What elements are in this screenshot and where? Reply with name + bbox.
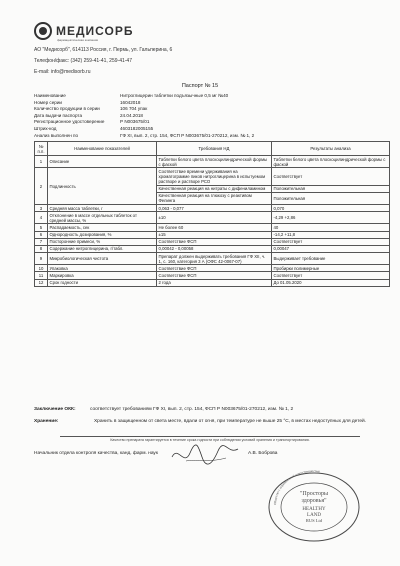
row-requirement: 2 года — [157, 279, 272, 286]
row-result: Положительная — [272, 185, 390, 192]
storage-text: Хранить в защищенном от света месте, вдали от огня, при температуре не выше 25 °С, в местах недоступных для детей. — [93, 419, 367, 424]
table-row — [35, 204, 390, 211]
row-indicator: Срок годности — [48, 279, 157, 286]
logo-subtitle: фармацевтическая компания — [57, 38, 99, 42]
qc-conclusion — [34, 407, 293, 412]
row-requirement: Не более 60 — [157, 224, 272, 231]
info-label: Регистрационное удостоверение — [34, 119, 105, 125]
table-row — [35, 253, 390, 265]
row-indicator: Посторонние примеси, % — [48, 238, 157, 245]
row-requirement: Качественная реакция на нитраты с дифениламином — [157, 185, 272, 192]
row-result: До 01.05.2020 — [272, 279, 390, 286]
table-row — [35, 265, 390, 272]
stamp-line-1: "Просторы — [299, 491, 329, 497]
row-requirement: Таблетки белого цвета плоскоцилиндрической формы с фаской — [157, 156, 272, 168]
info-value: ГФ XI, вып. 2, стр. 154, ФСП Р N003675/01-270212, изм. № 1, 2 — [120, 132, 255, 138]
signatory-role: Начальник отдела контроля качества, канд. фарм. наук — [34, 451, 158, 456]
handwritten-signature — [168, 441, 242, 471]
table-row — [35, 156, 390, 168]
stamp-ring-text: Общество с ограниченной ответственностью — [272, 468, 321, 506]
table-row — [35, 231, 390, 238]
row-result: 40 — [272, 224, 390, 231]
row-number: 9 — [35, 253, 48, 265]
stamp-line-2: здоровья" — [301, 498, 327, 504]
analysis-table — [34, 141, 390, 287]
table-row — [35, 279, 390, 286]
row-number: 12 — [35, 279, 48, 286]
row-number: 8 — [35, 245, 48, 252]
info-label: Анализ выполнен по — [34, 132, 79, 138]
stamp-line-5: RUS Ltd — [305, 518, 323, 523]
info-label: Номер серии — [34, 99, 62, 105]
row-number: 6 — [35, 231, 48, 238]
company-email: E-mail: info@medisorb.ru — [34, 69, 91, 75]
row-result: Пробирки полимерные — [272, 265, 390, 272]
row-requirement: Соответствие ФСП — [157, 238, 272, 245]
info-row — [34, 106, 380, 113]
row-result: Выдерживает требование — [272, 253, 390, 265]
row-requirement: Качественная реакция на глюкозу с реактивом Фелинга — [157, 192, 272, 204]
stamp-line-4: LAND — [307, 513, 321, 518]
row-indicator: Отклонение в массе отдельных таблеток от средней массы, % — [48, 212, 157, 224]
info-row — [34, 126, 380, 133]
row-indicator: Описание — [48, 156, 157, 168]
row-indicator: Микробиологическая чистота — [48, 253, 157, 265]
row-requirement: Соответствие ФСП — [157, 272, 272, 279]
info-value: Нитроглицерин таблетки подъязычные 0,5 мг №40 — [120, 93, 229, 98]
stamp-line-3: HEALTHY — [302, 507, 326, 512]
info-row — [34, 113, 380, 120]
row-requirement: 0,063 - 0,077 — [157, 204, 272, 211]
row-requirement: ±15 — [157, 231, 272, 238]
info-row — [34, 133, 380, 140]
company-phone: Телефон/факс: (342) 259-41-41, 259-41-47 — [34, 58, 132, 64]
row-number: 5 — [35, 224, 48, 231]
info-value: 106 704 упак — [120, 106, 148, 112]
company-stamp — [262, 465, 366, 543]
row-indicator: Маркировка — [48, 272, 157, 279]
row-indicator: Распадаемость, сек — [48, 224, 157, 231]
info-value: 24.04.2018 — [120, 112, 143, 118]
table-row — [35, 168, 390, 185]
row-result: 0,00047 — [272, 245, 390, 252]
row-result: Соответствует — [272, 168, 390, 185]
info-label: Наименование — [34, 93, 66, 98]
conclusion-text: соответствует требованиям ГФ XI, вып. 2, стр. 154, ФСП Р N003675/01-270212, изм. № 1, 2 — [90, 407, 294, 412]
row-result: Таблетки белого цвета плоскоцилиндрической формы с фаской — [272, 156, 390, 168]
info-row — [34, 93, 380, 100]
row-result: Положительная — [272, 192, 390, 204]
row-result: 0,070 — [272, 204, 390, 211]
table-row — [35, 245, 390, 252]
column-header-requirements: Требования НД — [157, 142, 272, 156]
row-number: 7 — [35, 238, 48, 245]
row-requirement: ±10 — [157, 212, 272, 224]
row-number: 4 — [35, 212, 48, 224]
info-row — [34, 100, 380, 107]
row-result: Соответствует — [272, 238, 390, 245]
logo-text: МЕДИСОРБ — [56, 24, 134, 38]
row-number: 2 — [35, 168, 48, 205]
info-value: Р N003675/01 — [120, 119, 150, 125]
row-result: -14,2 +11,8 — [272, 231, 390, 238]
row-number: 1 — [35, 156, 48, 168]
row-indicator: Упаковка — [48, 265, 157, 272]
table-header-row — [35, 142, 390, 156]
table-row — [35, 212, 390, 224]
row-result: -4,29 +2,86 — [272, 212, 390, 224]
logo-icon — [34, 22, 52, 40]
company-address: АО "Медисорб", 614113 Россия, г. Пермь, ул. Гальперина, 6 — [34, 47, 173, 53]
row-indicator: Содержание нитроглицерина, г/табл. — [48, 245, 157, 252]
row-result: Соответствует — [272, 272, 390, 279]
table-row — [35, 224, 390, 231]
table-row — [35, 238, 390, 245]
row-indicator: Однородность дозирования, % — [48, 231, 157, 238]
row-number: 11 — [35, 272, 48, 279]
table-row — [35, 272, 390, 279]
row-requirement: Соответствие ФСП — [157, 265, 272, 272]
quality-guarantee-note: Качество препарата гарантируется в течение срока годности при соблюдении условий хранения и транспортирования. — [60, 436, 360, 442]
row-requirement: Соответствие времени удерживания на хроматограмме пиков нитроглицерина в испытуемом растворе и растворе РСО — [157, 168, 272, 185]
row-indicator: Средняя масса таблетки, г — [48, 204, 157, 211]
info-value: 16042018 — [120, 99, 141, 105]
row-indicator: Подлинность — [48, 168, 157, 205]
info-label: Штрих-код — [34, 125, 57, 131]
conclusion-label: Заключение ОКК: — [34, 407, 76, 412]
column-header-indicator: Наименование показателей — [48, 142, 157, 156]
column-header-number: № п.п. — [35, 142, 48, 156]
storage-conditions — [34, 419, 370, 425]
row-number: 3 — [35, 204, 48, 211]
info-value: 4603182005155 — [120, 125, 154, 131]
row-requirement: Препарат должен выдерживать требования ГФ XII, ч. 1, с. 160, категория 3 А (ОФС 42-0067-07) — [157, 253, 272, 265]
storage-label: Хранение: — [34, 419, 59, 424]
row-number: 10 — [35, 265, 48, 272]
row-requirement: 0,00042 - 0,00058 — [157, 245, 272, 252]
info-row — [34, 119, 380, 126]
product-info — [34, 93, 380, 139]
document-title: Паспорт № 15 — [181, 83, 219, 89]
signatory-name: А.В. Боброва — [248, 451, 278, 456]
column-header-results: Результаты анализа — [272, 142, 390, 156]
info-label: Дата выдачи паспорта — [34, 112, 83, 118]
info-label: Количество продукции в серии — [34, 106, 100, 112]
